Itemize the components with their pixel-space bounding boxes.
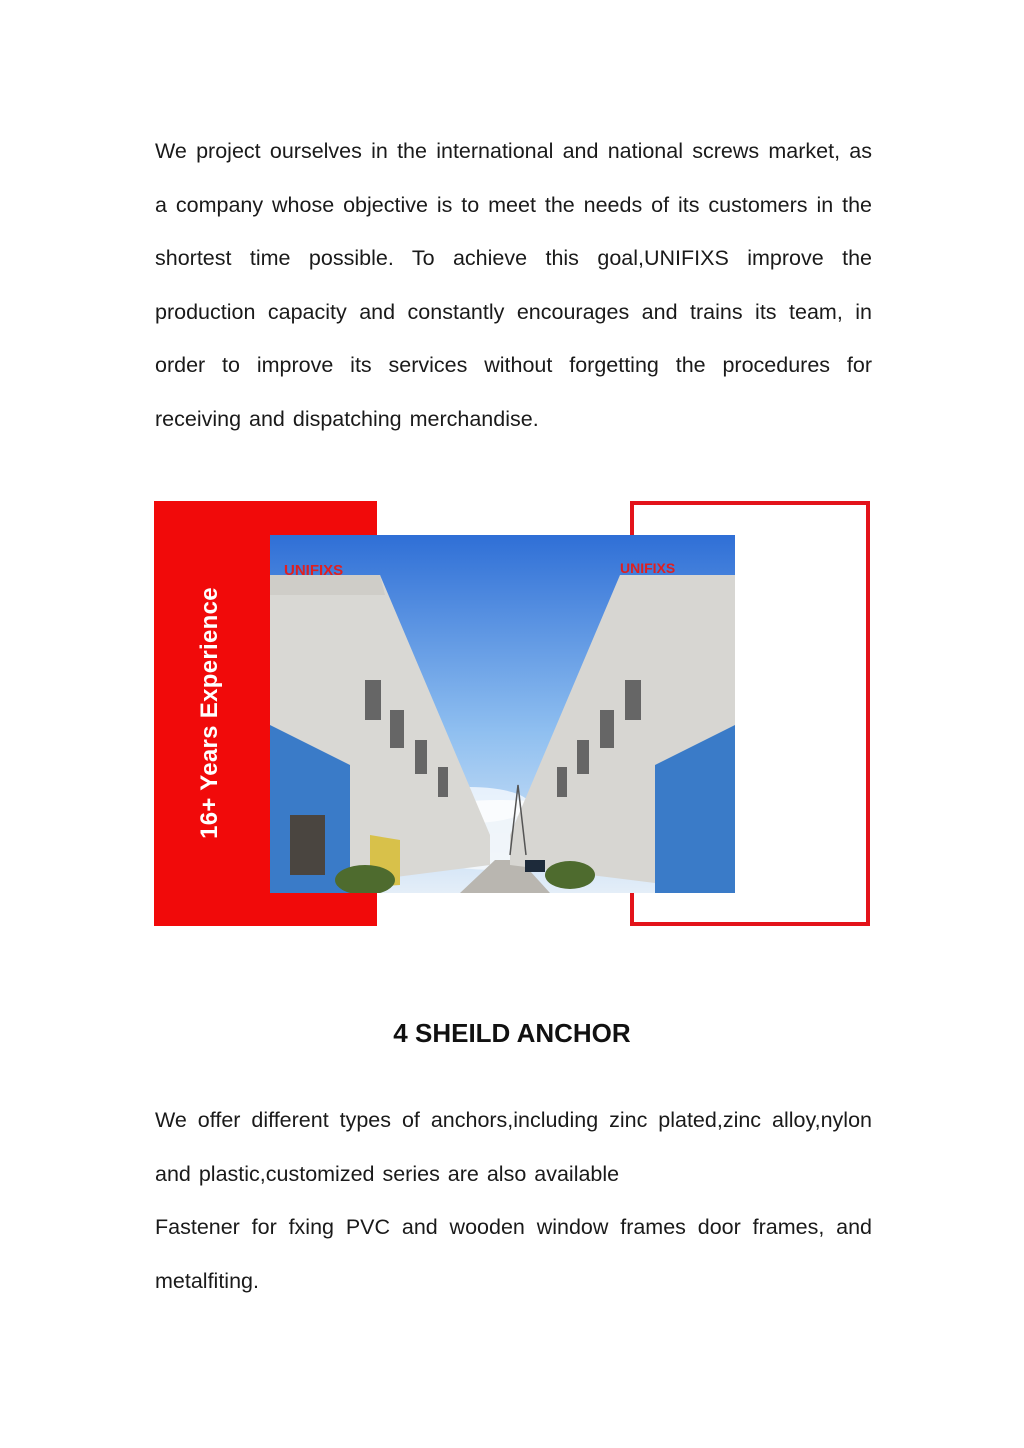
factory-photo — [270, 535, 735, 893]
section-heading: 4 SHEILD ANCHOR — [393, 1018, 631, 1048]
right-rooftop-sign: UNIFIXS — [620, 560, 676, 576]
experience-label: 16+ Years Experience — [196, 587, 223, 839]
anchor-paragraph-2: Fastener for fxing PVC and wooden window frames door frames, and metalfiting. — [155, 1215, 872, 1293]
intro-paragraph: We project ourselves in the international and national screws market, as a company whose objective is to meet the needs of its customers in the shortest time possible. To achieve this goal,UNIFIXS improve the production capacity and constantly encourages and trains its team, in order to improve its services without forgetting the procedures for receiving and dispatching merchandise. — [155, 139, 872, 431]
anchor-paragraph-1: We offer different types of anchors,including zinc plated,zinc alloy,nylon and plastic,customized series are also available — [155, 1108, 872, 1186]
left-rooftop-sign: UNIFIXS — [284, 562, 344, 579]
company-figure — [154, 501, 870, 926]
anchor-description — [155, 1094, 872, 1308]
